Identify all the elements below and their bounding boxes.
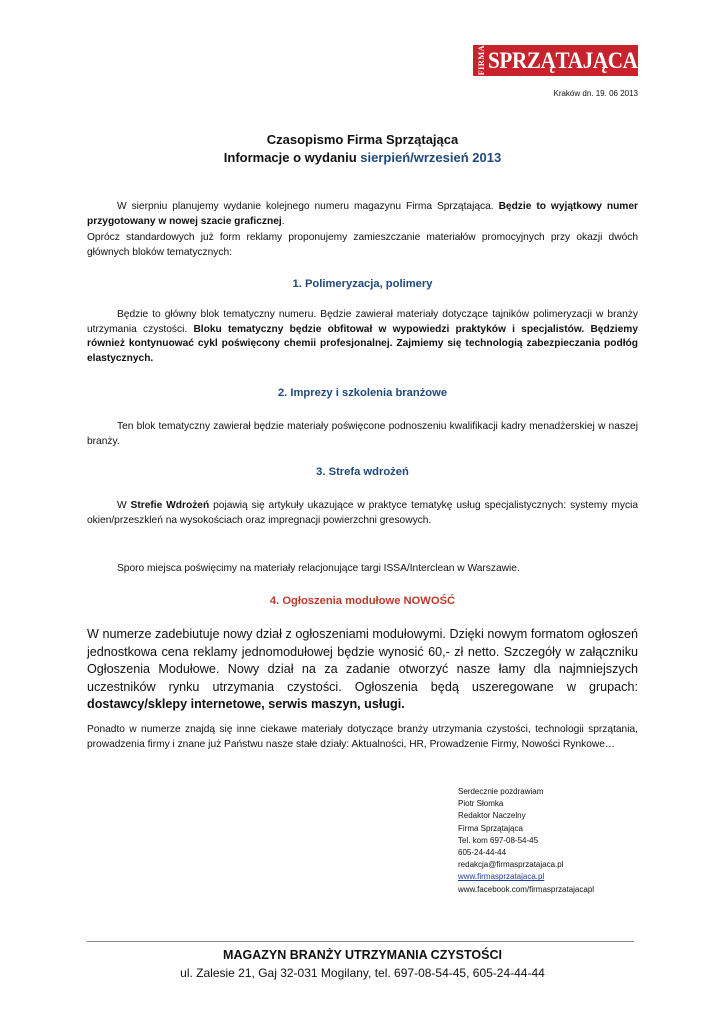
section-3-body — [87, 499, 638, 528]
signature-role: Redaktor Naczelny — [458, 811, 526, 821]
signature-phone-1: Tel. kom 697-08-54-45 — [458, 835, 539, 845]
signature-block — [458, 786, 594, 896]
logo-main-text: SPRZĄTAJĄCA — [488, 47, 638, 73]
signature-greeting: Serdecznie pozdrawiam — [458, 787, 544, 796]
section-1-bold: Bloku tematyczny będzie obfitował w wypowiedzi praktyków i specjalistów. Będziemy również kontynuować cykl poświęcony chemii profesjonalnej. Zajmiemy się technologią zabezpieczania podłóg elastycznych. — [87, 323, 639, 364]
section-4-body — [87, 626, 638, 714]
section-2-heading: 2. Imprezy i szkolenia branżowe — [277, 387, 448, 399]
section-3-bold: Strefie Wdrożeń — [130, 500, 210, 511]
closing-paragraph: Ponadto w numerze znajdą się inne ciekawe materiały dotyczące branży utrzymania czystości, technologii sprzątania, prowadzenia firmy i znane już Państwu nasze stałe działy: Aktualności, HR, Prowadzenie Firmy, Nowości Rynkowe… — [87, 724, 638, 750]
website-link[interactable]: www.firmasprzatajaca.pl — [458, 872, 545, 882]
section-4-text: W numerze zadebiutuje nowy dział z ogłoszeniami modułowymi. Dzięki nowym formatom ogłoszeń jednostkowa cena reklamy jednomodułowej będzie wynosić 60,- zł netto. Szczegóły w załączniku Ogłoszenia Modułowe. Nowy dział na za zadanie otworzyć nasze łamy dla najmniejszych uczestników rynku utrzymania czystości. Ogłoszenia będą uszeregowane w grupach: — [87, 627, 638, 694]
document-subtitle — [0, 150, 725, 165]
signature-name: Piotr Słomka — [458, 799, 504, 809]
section-3-text: pojawią się artykuły ukazujące w praktyce tematykę usług specjalistycznych: systemy mycia okien/przeszkleń na wysokościach oraz impregnacji powierzchni gresowych. — [87, 500, 638, 526]
subtitle-prefix: Informacje o wydaniu — [223, 150, 361, 165]
section-2-body: Ten blok tematyczny zawierał będzie materiały poświęcone podnoszeniu kwalifikacji kadry menadżerskiej w naszej branży. — [87, 421, 638, 447]
signature-company: Firma Sprzątająca — [458, 823, 523, 833]
section-3-prefix: W — [117, 500, 131, 511]
footer-address: ul. Zalesie 21, Gaj 32-031 Mogilany, tel. 697-08-54-45, 605-24-44-44 — [180, 966, 545, 980]
section-4-bold: dostawcy/sklepy internetowe, serwis maszyn, usługi. — [87, 697, 405, 711]
footer-title: MAGAZYN BRANŻY UTRZYMANIA CZYSTOŚCI — [223, 948, 502, 962]
signature-facebook: www.facebook.com/firmasprzatajacapl — [458, 884, 595, 894]
signature-email: redakcja@firmasprzatajaca.pl — [458, 860, 564, 870]
document-date: Kraków dn. 19. 06 2013 — [553, 89, 638, 98]
intro-end: . — [281, 215, 285, 227]
footer-divider — [87, 941, 634, 942]
section-1-text: Będzie to główny blok tematyczny numeru. Będzie zawierał materiały dotyczące tajników polimeryzacji w branży utrzymania czystości. — [87, 309, 638, 335]
issa-paragraph: Sporo miejsca poświęcimy na materiały relacjonujące targi ISSA/Interclean w Warszawie. — [117, 563, 520, 574]
intro-paragraph — [87, 200, 638, 229]
document-title: Czasopismo Firma Sprzątająca — [266, 132, 459, 147]
intro-text: W sierpniu planujemy wydanie kolejnego numeru magazynu Firma Sprzątająca. — [117, 201, 499, 212]
section-3-heading: 3. Strefa wdrożeń — [316, 466, 409, 478]
intro-bold: Będzie to wyjątkowy numer przygotowany w nowej szacie graficznej — [87, 201, 638, 227]
section-1-body — [87, 308, 638, 366]
section-1-heading: 1. Polimeryzacja, polimery — [292, 278, 433, 290]
subtitle-issue: sierpień/wrzesień 2013 — [360, 150, 502, 165]
section-4-heading: 4. Ogłoszenia modułowe NOWOŚĆ — [269, 595, 456, 607]
intro-paragraph-2: Oprócz standardowych już form reklamy proponujemy zamieszczanie materiałów promocyjnych przy okazji dwóch głównych bloków tematycznych: — [87, 232, 638, 258]
signature-phone-2: 605-24-44-44 — [458, 848, 507, 858]
company-logo — [473, 45, 638, 76]
logo-small-text: FIRMA — [476, 45, 486, 76]
